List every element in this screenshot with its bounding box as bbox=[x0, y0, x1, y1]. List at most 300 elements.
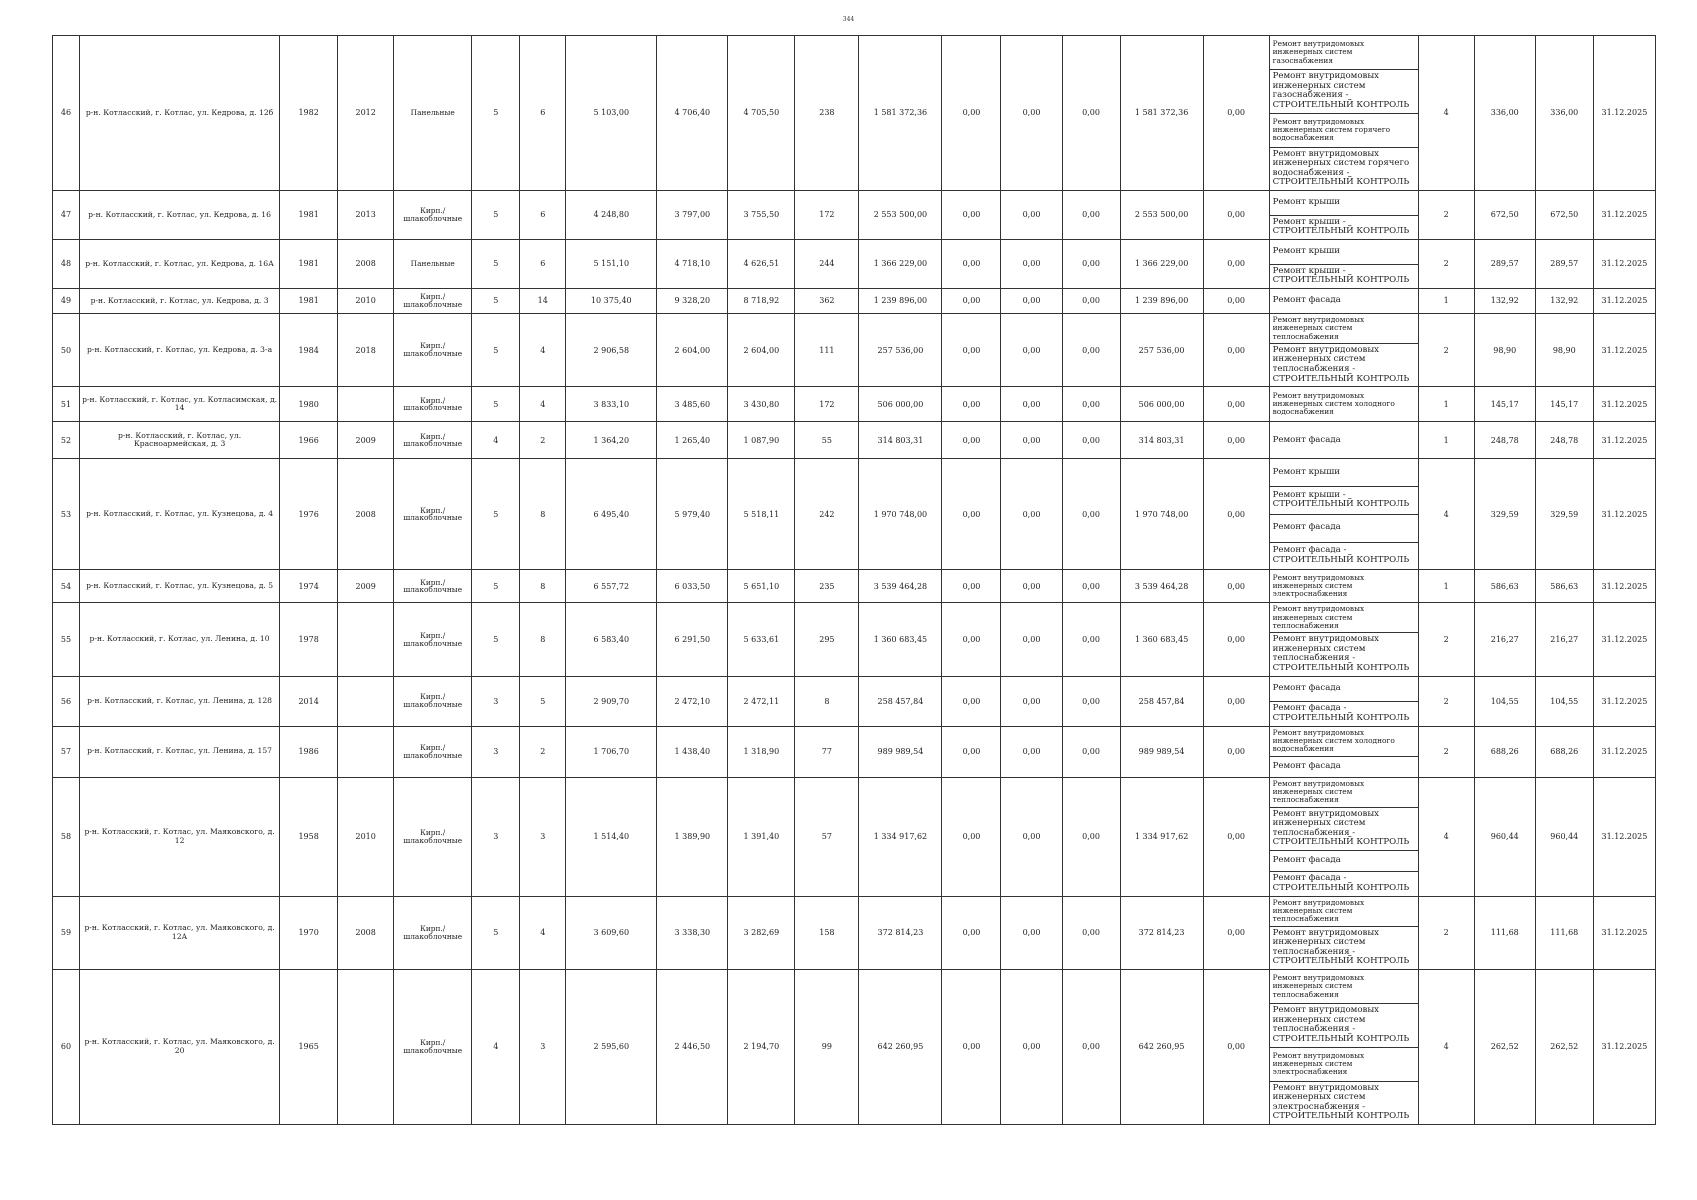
cell-cost2: 372 814,23 bbox=[1120, 896, 1203, 969]
cell-fl: 3 bbox=[472, 726, 520, 777]
cell-addr: р-н. Котласский, г. Котлас, ул. Кузнецова, д. 4 bbox=[80, 459, 280, 570]
work-item: Ремонт внутридомовых инженерных систем теплоснабжения bbox=[1270, 314, 1418, 344]
cell-z3: 0,00 bbox=[1062, 726, 1120, 777]
cell-works bbox=[1269, 387, 1418, 422]
cell-y2 bbox=[338, 726, 394, 777]
cell-mat: Панельные bbox=[394, 240, 472, 289]
cell-date: 31.12.2025 bbox=[1593, 777, 1655, 896]
cell-z4: 0,00 bbox=[1203, 422, 1269, 459]
cell-a1: 3 609,60 bbox=[566, 896, 657, 969]
cell-wc: 1 bbox=[1418, 422, 1474, 459]
cell-addr: р-н. Котласский, г. Котлас, ул. Ленина, д. 10 bbox=[80, 603, 280, 676]
cell-en: 4 bbox=[520, 314, 566, 387]
work-item: Ремонт крыши - СТРОИТЕЛЬНЫЙ КОНТРОЛЬ bbox=[1272, 216, 1410, 237]
works-list bbox=[1270, 240, 1418, 288]
cell-wc: 1 bbox=[1418, 387, 1474, 422]
cell-z4: 0,00 bbox=[1203, 970, 1269, 1125]
cell-date: 31.12.2025 bbox=[1593, 387, 1655, 422]
cell-works bbox=[1269, 777, 1418, 896]
cell-date: 31.12.2025 bbox=[1593, 36, 1655, 191]
works-list bbox=[1270, 897, 1418, 969]
cell-a1: 1 706,70 bbox=[566, 726, 657, 777]
cell-y1: 1970 bbox=[280, 896, 338, 969]
cell-cost: 3 539 464,28 bbox=[859, 570, 942, 603]
work-item: Ремонт крыши - СТРОИТЕЛЬНЫЙ КОНТРОЛЬ bbox=[1272, 265, 1410, 286]
cell-n: 56 bbox=[53, 676, 80, 726]
cell-p1: 111,68 bbox=[1474, 896, 1535, 969]
cell-z3: 0,00 bbox=[1062, 970, 1120, 1125]
cell-mat: Панельные bbox=[394, 36, 472, 191]
cell-fl: 5 bbox=[472, 191, 520, 240]
cell-z3: 0,00 bbox=[1062, 603, 1120, 676]
cell-cost2: 3 539 464,28 bbox=[1120, 570, 1203, 603]
cell-n: 53 bbox=[53, 459, 80, 570]
cell-z3: 0,00 bbox=[1062, 387, 1120, 422]
cell-y2: 2010 bbox=[338, 777, 394, 896]
work-item: Ремонт внутридомовых инженерных систем теплоснабжения bbox=[1270, 778, 1418, 808]
work-item: Ремонт крыши - СТРОИТЕЛЬНЫЙ КОНТРОЛЬ bbox=[1270, 487, 1418, 515]
cell-z1: 0,00 bbox=[942, 570, 1001, 603]
table-row bbox=[53, 314, 1656, 387]
cell-a1: 1 514,40 bbox=[566, 777, 657, 896]
cell-cost: 989 989,54 bbox=[859, 726, 942, 777]
cell-wc: 4 bbox=[1418, 459, 1474, 570]
cell-en: 8 bbox=[520, 570, 566, 603]
cell-p2: 132,92 bbox=[1535, 289, 1593, 314]
cell-mat: Кирп./ шлакоблочные bbox=[394, 603, 472, 676]
table-row bbox=[53, 422, 1656, 459]
cell-z3: 0,00 bbox=[1062, 777, 1120, 896]
cell-z3: 0,00 bbox=[1062, 191, 1120, 240]
cell-cost: 1 970 748,00 bbox=[859, 459, 942, 570]
cell-cost2: 1 334 917,62 bbox=[1120, 777, 1203, 896]
cell-works bbox=[1269, 289, 1418, 314]
cell-wc: 1 bbox=[1418, 570, 1474, 603]
cell-wc: 2 bbox=[1418, 726, 1474, 777]
cell-a1: 5 151,10 bbox=[566, 240, 657, 289]
works-list bbox=[1270, 387, 1418, 421]
cell-mat: Кирп./ шлакоблочные bbox=[394, 896, 472, 969]
cell-n: 52 bbox=[53, 422, 80, 459]
cell-a3: 5 633,61 bbox=[728, 603, 795, 676]
cell-a3: 3 430,80 bbox=[728, 387, 795, 422]
cell-y2 bbox=[338, 970, 394, 1125]
cell-n: 51 bbox=[53, 387, 80, 422]
cell-fl: 5 bbox=[472, 314, 520, 387]
cell-fl: 4 bbox=[472, 422, 520, 459]
cell-z2: 0,00 bbox=[1001, 289, 1062, 314]
cell-p2: 262,52 bbox=[1535, 970, 1593, 1125]
cell-mat: Кирп./ шлакоблочные bbox=[394, 289, 472, 314]
cell-z2: 0,00 bbox=[1001, 726, 1062, 777]
cell-a3: 5 518,11 bbox=[728, 459, 795, 570]
table-row bbox=[53, 387, 1656, 422]
cell-works bbox=[1269, 726, 1418, 777]
cell-fl: 5 bbox=[472, 896, 520, 969]
cell-a1: 2 595,60 bbox=[566, 970, 657, 1125]
cell-addr: р-н. Котласский, г. Котлас, ул. Кедрова, д. 3 bbox=[80, 289, 280, 314]
cell-n: 46 bbox=[53, 36, 80, 191]
cell-date: 31.12.2025 bbox=[1593, 970, 1655, 1125]
cell-y2: 2008 bbox=[338, 896, 394, 969]
cell-y1: 1981 bbox=[280, 240, 338, 289]
cell-en: 6 bbox=[520, 36, 566, 191]
cell-n: 59 bbox=[53, 896, 80, 969]
cell-date: 31.12.2025 bbox=[1593, 726, 1655, 777]
cell-addr: р-н. Котласский, г. Котлас, ул. Кедрова, д. 16 bbox=[80, 191, 280, 240]
cell-a1: 6 557,72 bbox=[566, 570, 657, 603]
cell-y1: 1974 bbox=[280, 570, 338, 603]
cell-cost: 642 260,95 bbox=[859, 970, 942, 1125]
cell-fl: 5 bbox=[472, 289, 520, 314]
cell-a3: 3 755,50 bbox=[728, 191, 795, 240]
cell-p1: 132,92 bbox=[1474, 289, 1535, 314]
cell-z2: 0,00 bbox=[1001, 191, 1062, 240]
cell-p1: 248,78 bbox=[1474, 422, 1535, 459]
cell-ppl: 8 bbox=[795, 676, 859, 726]
cell-y1: 1984 bbox=[280, 314, 338, 387]
cell-y1: 1980 bbox=[280, 387, 338, 422]
cell-cost2: 257 536,00 bbox=[1120, 314, 1203, 387]
repair-register-table bbox=[52, 35, 1656, 1125]
cell-z1: 0,00 bbox=[942, 676, 1001, 726]
cell-y2: 2012 bbox=[338, 36, 394, 191]
work-item: Ремонт фасада bbox=[1270, 515, 1418, 543]
cell-fl: 5 bbox=[472, 570, 520, 603]
cell-z2: 0,00 bbox=[1001, 676, 1062, 726]
cell-z4: 0,00 bbox=[1203, 896, 1269, 969]
works-list bbox=[1270, 459, 1418, 569]
work-item: Ремонт фасада bbox=[1272, 434, 1341, 445]
cell-a2: 6 291,50 bbox=[657, 603, 728, 676]
work-item: Ремонт внутридомовых инженерных систем теплоснабжения bbox=[1270, 603, 1418, 633]
cell-mat: Кирп./ шлакоблочные bbox=[394, 314, 472, 387]
cell-cost: 1 334 917,62 bbox=[859, 777, 942, 896]
cell-addr: р-н. Котласский, г. Котлас, ул. Кедрова, д. 12б bbox=[80, 36, 280, 191]
cell-date: 31.12.2025 bbox=[1593, 289, 1655, 314]
cell-wc: 2 bbox=[1418, 314, 1474, 387]
cell-y2 bbox=[338, 603, 394, 676]
cell-z3: 0,00 bbox=[1062, 422, 1120, 459]
cell-mat: Кирп./ шлакоблочные bbox=[394, 676, 472, 726]
cell-works bbox=[1269, 676, 1418, 726]
cell-p1: 688,26 bbox=[1474, 726, 1535, 777]
cell-fl: 3 bbox=[472, 676, 520, 726]
cell-p2: 336,00 bbox=[1535, 36, 1593, 191]
works-list bbox=[1270, 570, 1418, 602]
cell-addr: р-н. Котласский, г. Котлас, ул. Котласимская, д. 14 bbox=[80, 387, 280, 422]
cell-a2: 9 328,20 bbox=[657, 289, 728, 314]
cell-date: 31.12.2025 bbox=[1593, 570, 1655, 603]
cell-a3: 5 651,10 bbox=[728, 570, 795, 603]
work-item: Ремонт внутридомовых инженерных систем теплоснабжения bbox=[1270, 897, 1418, 927]
work-item: Ремонт внутридомовых инженерных систем теплоснабжения - СТРОИТЕЛЬНЫЙ КОНТРОЛЬ bbox=[1272, 344, 1410, 384]
cell-y1: 1982 bbox=[280, 36, 338, 191]
table-row bbox=[53, 289, 1656, 314]
cell-a2: 1 438,40 bbox=[657, 726, 728, 777]
cell-p2: 248,78 bbox=[1535, 422, 1593, 459]
cell-works bbox=[1269, 191, 1418, 240]
cell-mat: Кирп./ шлакоблочные bbox=[394, 970, 472, 1125]
cell-mat: Кирп./ шлакоблочные bbox=[394, 422, 472, 459]
cell-a2: 3 485,60 bbox=[657, 387, 728, 422]
cell-y2: 2013 bbox=[338, 191, 394, 240]
cell-ppl: 77 bbox=[795, 726, 859, 777]
cell-en: 4 bbox=[520, 387, 566, 422]
cell-a2: 2 604,00 bbox=[657, 314, 728, 387]
work-item: Ремонт внутридомовых инженерных систем электроснабжения bbox=[1272, 572, 1365, 599]
cell-p1: 98,90 bbox=[1474, 314, 1535, 387]
cell-works bbox=[1269, 422, 1418, 459]
cell-fl: 5 bbox=[472, 387, 520, 422]
cell-p2: 111,68 bbox=[1535, 896, 1593, 969]
cell-works bbox=[1269, 240, 1418, 289]
cell-cost2: 314 803,31 bbox=[1120, 422, 1203, 459]
work-item: Ремонт фасада bbox=[1272, 760, 1341, 771]
cell-wc: 4 bbox=[1418, 36, 1474, 191]
cell-y1: 2014 bbox=[280, 676, 338, 726]
cell-date: 31.12.2025 bbox=[1593, 314, 1655, 387]
cell-addr: р-н. Котласский, г. Котлас, ул. Маяковского, д. 20 bbox=[80, 970, 280, 1125]
works-list bbox=[1270, 36, 1418, 190]
cell-ppl: 99 bbox=[795, 970, 859, 1125]
cell-p2: 688,26 bbox=[1535, 726, 1593, 777]
cell-a3: 2 604,00 bbox=[728, 314, 795, 387]
cell-p1: 672,50 bbox=[1474, 191, 1535, 240]
work-item: Ремонт фасада bbox=[1272, 295, 1341, 306]
cell-date: 31.12.2025 bbox=[1593, 676, 1655, 726]
cell-y1: 1978 bbox=[280, 603, 338, 676]
cell-cost2: 1 239 896,00 bbox=[1120, 289, 1203, 314]
cell-z3: 0,00 bbox=[1062, 570, 1120, 603]
works-list bbox=[1270, 970, 1418, 1124]
cell-a1: 10 375,40 bbox=[566, 289, 657, 314]
work-item: Ремонт крыши bbox=[1270, 240, 1418, 265]
cell-cost2: 506 000,00 bbox=[1120, 387, 1203, 422]
cell-z4: 0,00 bbox=[1203, 459, 1269, 570]
cell-en: 8 bbox=[520, 603, 566, 676]
cell-z2: 0,00 bbox=[1001, 314, 1062, 387]
cell-y1: 1966 bbox=[280, 422, 338, 459]
cell-a1: 6 495,40 bbox=[566, 459, 657, 570]
cell-n: 48 bbox=[53, 240, 80, 289]
cell-mat: Кирп./ шлакоблочные bbox=[394, 387, 472, 422]
cell-a1: 4 248,80 bbox=[566, 191, 657, 240]
cell-fl: 5 bbox=[472, 459, 520, 570]
cell-y1: 1981 bbox=[280, 289, 338, 314]
works-list bbox=[1270, 778, 1418, 896]
cell-p2: 960,44 bbox=[1535, 777, 1593, 896]
cell-cost2: 258 457,84 bbox=[1120, 676, 1203, 726]
cell-a3: 8 718,92 bbox=[728, 289, 795, 314]
work-item: Ремонт внутридомовых инженерных систем газоснабжения - СТРОИТЕЛЬНЫЙ КОНТРОЛЬ bbox=[1270, 70, 1418, 114]
cell-a2: 5 979,40 bbox=[657, 459, 728, 570]
cell-en: 3 bbox=[520, 777, 566, 896]
work-item: Ремонт внутридомовых инженерных систем теплоснабжения bbox=[1270, 970, 1418, 1004]
cell-mat: Кирп./ шлакоблочные bbox=[394, 777, 472, 896]
cell-y1: 1976 bbox=[280, 459, 338, 570]
cell-a1: 3 833,10 bbox=[566, 387, 657, 422]
cell-addr: р-н. Котласский, г. Котлас, ул. Маяковского, д. 12А bbox=[80, 896, 280, 969]
cell-ppl: 111 bbox=[795, 314, 859, 387]
work-item: Ремонт внутридомовых инженерных систем теплоснабжения - СТРОИТЕЛЬНЫЙ КОНТРОЛЬ bbox=[1270, 1004, 1418, 1048]
cell-ppl: 172 bbox=[795, 387, 859, 422]
cell-z1: 0,00 bbox=[942, 726, 1001, 777]
cell-p1: 216,27 bbox=[1474, 603, 1535, 676]
cell-p1: 104,55 bbox=[1474, 676, 1535, 726]
cell-en: 2 bbox=[520, 726, 566, 777]
work-item: Ремонт внутридомовых инженерных систем теплоснабжения - СТРОИТЕЛЬНЫЙ КОНТРОЛЬ bbox=[1272, 634, 1410, 674]
cell-z1: 0,00 bbox=[942, 191, 1001, 240]
cell-addr: р-н. Котласский, г. Котлас, ул. Кузнецова, д. 5 bbox=[80, 570, 280, 603]
cell-y1: 1986 bbox=[280, 726, 338, 777]
cell-z1: 0,00 bbox=[942, 603, 1001, 676]
cell-fl: 5 bbox=[472, 36, 520, 191]
cell-a2: 2 472,10 bbox=[657, 676, 728, 726]
work-item: Ремонт фасада - СТРОИТЕЛЬНЫЙ КОНТРОЛЬ bbox=[1272, 545, 1410, 565]
cell-fl: 5 bbox=[472, 240, 520, 289]
cell-addr: р-н. Котласский, г. Котлас, ул. Ленина, д. 128 bbox=[80, 676, 280, 726]
cell-works bbox=[1269, 603, 1418, 676]
cell-cost: 1 366 229,00 bbox=[859, 240, 942, 289]
cell-p1: 336,00 bbox=[1474, 36, 1535, 191]
works-list bbox=[1270, 727, 1418, 777]
work-item: Ремонт фасада - СТРОИТЕЛЬНЫЙ КОНТРОЛЬ bbox=[1272, 703, 1410, 723]
page-number: 344 bbox=[842, 16, 855, 23]
cell-a3: 4 626,51 bbox=[728, 240, 795, 289]
cell-cost: 506 000,00 bbox=[859, 387, 942, 422]
work-item: Ремонт крыши bbox=[1270, 459, 1418, 487]
cell-en: 6 bbox=[520, 240, 566, 289]
cell-a1: 5 103,00 bbox=[566, 36, 657, 191]
cell-works bbox=[1269, 896, 1418, 969]
cell-addr: р-н. Котласский, г. Котлас, ул. Красноармейская, д. 3 bbox=[80, 422, 280, 459]
cell-en: 5 bbox=[520, 676, 566, 726]
cell-cost2: 989 989,54 bbox=[1120, 726, 1203, 777]
cell-cost: 257 536,00 bbox=[859, 314, 942, 387]
work-item: Ремонт внутридомовых инженерных систем электроснабжения - СТРОИТЕЛЬНЫЙ КОНТРОЛЬ bbox=[1272, 1082, 1410, 1122]
cell-n: 49 bbox=[53, 289, 80, 314]
cell-y1: 1981 bbox=[280, 191, 338, 240]
cell-p1: 329,59 bbox=[1474, 459, 1535, 570]
cell-ppl: 242 bbox=[795, 459, 859, 570]
cell-z4: 0,00 bbox=[1203, 289, 1269, 314]
cell-z1: 0,00 bbox=[942, 777, 1001, 896]
works-list bbox=[1270, 603, 1418, 675]
cell-a1: 2 909,70 bbox=[566, 676, 657, 726]
cell-y2: 2009 bbox=[338, 570, 394, 603]
cell-z4: 0,00 bbox=[1203, 570, 1269, 603]
cell-ppl: 295 bbox=[795, 603, 859, 676]
cell-n: 57 bbox=[53, 726, 80, 777]
cell-wc: 2 bbox=[1418, 191, 1474, 240]
cell-a3: 1 318,90 bbox=[728, 726, 795, 777]
cell-cost2: 2 553 500,00 bbox=[1120, 191, 1203, 240]
cell-z2: 0,00 bbox=[1001, 240, 1062, 289]
cell-ppl: 55 bbox=[795, 422, 859, 459]
cell-z4: 0,00 bbox=[1203, 387, 1269, 422]
cell-cost2: 1 970 748,00 bbox=[1120, 459, 1203, 570]
cell-y2: 2009 bbox=[338, 422, 394, 459]
cell-cost: 314 803,31 bbox=[859, 422, 942, 459]
cell-z1: 0,00 bbox=[942, 240, 1001, 289]
work-item: Ремонт фасада bbox=[1270, 677, 1418, 702]
cell-n: 47 bbox=[53, 191, 80, 240]
work-item: Ремонт внутридомовых инженерных систем теплоснабжения - СТРОИТЕЛЬНЫЙ КОНТРОЛЬ bbox=[1270, 808, 1418, 852]
cell-wc: 4 bbox=[1418, 970, 1474, 1125]
table-row bbox=[53, 896, 1656, 969]
cell-fl: 5 bbox=[472, 603, 520, 676]
work-item: Ремонт фасада bbox=[1270, 851, 1418, 872]
cell-z3: 0,00 bbox=[1062, 240, 1120, 289]
cell-date: 31.12.2025 bbox=[1593, 191, 1655, 240]
cell-a2: 4 718,10 bbox=[657, 240, 728, 289]
work-item: Ремонт фасада - СТРОИТЕЛЬНЫЙ КОНТРОЛЬ bbox=[1272, 873, 1410, 894]
cell-ppl: 158 bbox=[795, 896, 859, 969]
cell-a1: 2 906,58 bbox=[566, 314, 657, 387]
cell-a3: 3 282,69 bbox=[728, 896, 795, 969]
cell-cost: 1 239 896,00 bbox=[859, 289, 942, 314]
cell-ppl: 238 bbox=[795, 36, 859, 191]
cell-mat: Кирп./ шлакоблочные bbox=[394, 726, 472, 777]
cell-z1: 0,00 bbox=[942, 459, 1001, 570]
cell-z4: 0,00 bbox=[1203, 240, 1269, 289]
cell-cost: 258 457,84 bbox=[859, 676, 942, 726]
cell-a3: 4 705,50 bbox=[728, 36, 795, 191]
cell-z1: 0,00 bbox=[942, 314, 1001, 387]
cell-works bbox=[1269, 459, 1418, 570]
cell-addr: р-н. Котласский, г. Котлас, ул. Маяковского, д. 12 bbox=[80, 777, 280, 896]
cell-y2: 2010 bbox=[338, 289, 394, 314]
cell-a2: 4 706,40 bbox=[657, 36, 728, 191]
cell-en: 14 bbox=[520, 289, 566, 314]
cell-addr: р-н. Котласский, г. Котлас, ул. Ленина, д. 157 bbox=[80, 726, 280, 777]
cell-en: 2 bbox=[520, 422, 566, 459]
cell-z3: 0,00 bbox=[1062, 314, 1120, 387]
cell-z1: 0,00 bbox=[942, 289, 1001, 314]
cell-addr: р-н. Котласский, г. Котлас, ул. Кедрова, д. 16А bbox=[80, 240, 280, 289]
cell-wc: 2 bbox=[1418, 603, 1474, 676]
cell-a3: 2 194,70 bbox=[728, 970, 795, 1125]
cell-p2: 289,57 bbox=[1535, 240, 1593, 289]
table-row bbox=[53, 726, 1656, 777]
cell-z4: 0,00 bbox=[1203, 36, 1269, 191]
cell-a3: 1 087,90 bbox=[728, 422, 795, 459]
cell-z3: 0,00 bbox=[1062, 896, 1120, 969]
cell-z2: 0,00 bbox=[1001, 603, 1062, 676]
cell-a2: 3 338,30 bbox=[657, 896, 728, 969]
table-row bbox=[53, 459, 1656, 570]
cell-date: 31.12.2025 bbox=[1593, 459, 1655, 570]
work-item: Ремонт внутридомовых инженерных систем электроснабжения bbox=[1270, 1048, 1418, 1082]
cell-wc: 1 bbox=[1418, 289, 1474, 314]
cell-z1: 0,00 bbox=[942, 896, 1001, 969]
cell-z2: 0,00 bbox=[1001, 36, 1062, 191]
work-item: Ремонт внутридомовых инженерных систем холодного водоснабжения bbox=[1270, 727, 1418, 757]
cell-en: 6 bbox=[520, 191, 566, 240]
cell-z2: 0,00 bbox=[1001, 459, 1062, 570]
cell-cost2: 642 260,95 bbox=[1120, 970, 1203, 1125]
cell-p2: 216,27 bbox=[1535, 603, 1593, 676]
cell-a2: 1 389,90 bbox=[657, 777, 728, 896]
cell-y1: 1965 bbox=[280, 970, 338, 1125]
cell-cost2: 1 366 229,00 bbox=[1120, 240, 1203, 289]
cell-z4: 0,00 bbox=[1203, 314, 1269, 387]
cell-en: 3 bbox=[520, 970, 566, 1125]
cell-ppl: 362 bbox=[795, 289, 859, 314]
cell-a2: 3 797,00 bbox=[657, 191, 728, 240]
cell-wc: 4 bbox=[1418, 777, 1474, 896]
